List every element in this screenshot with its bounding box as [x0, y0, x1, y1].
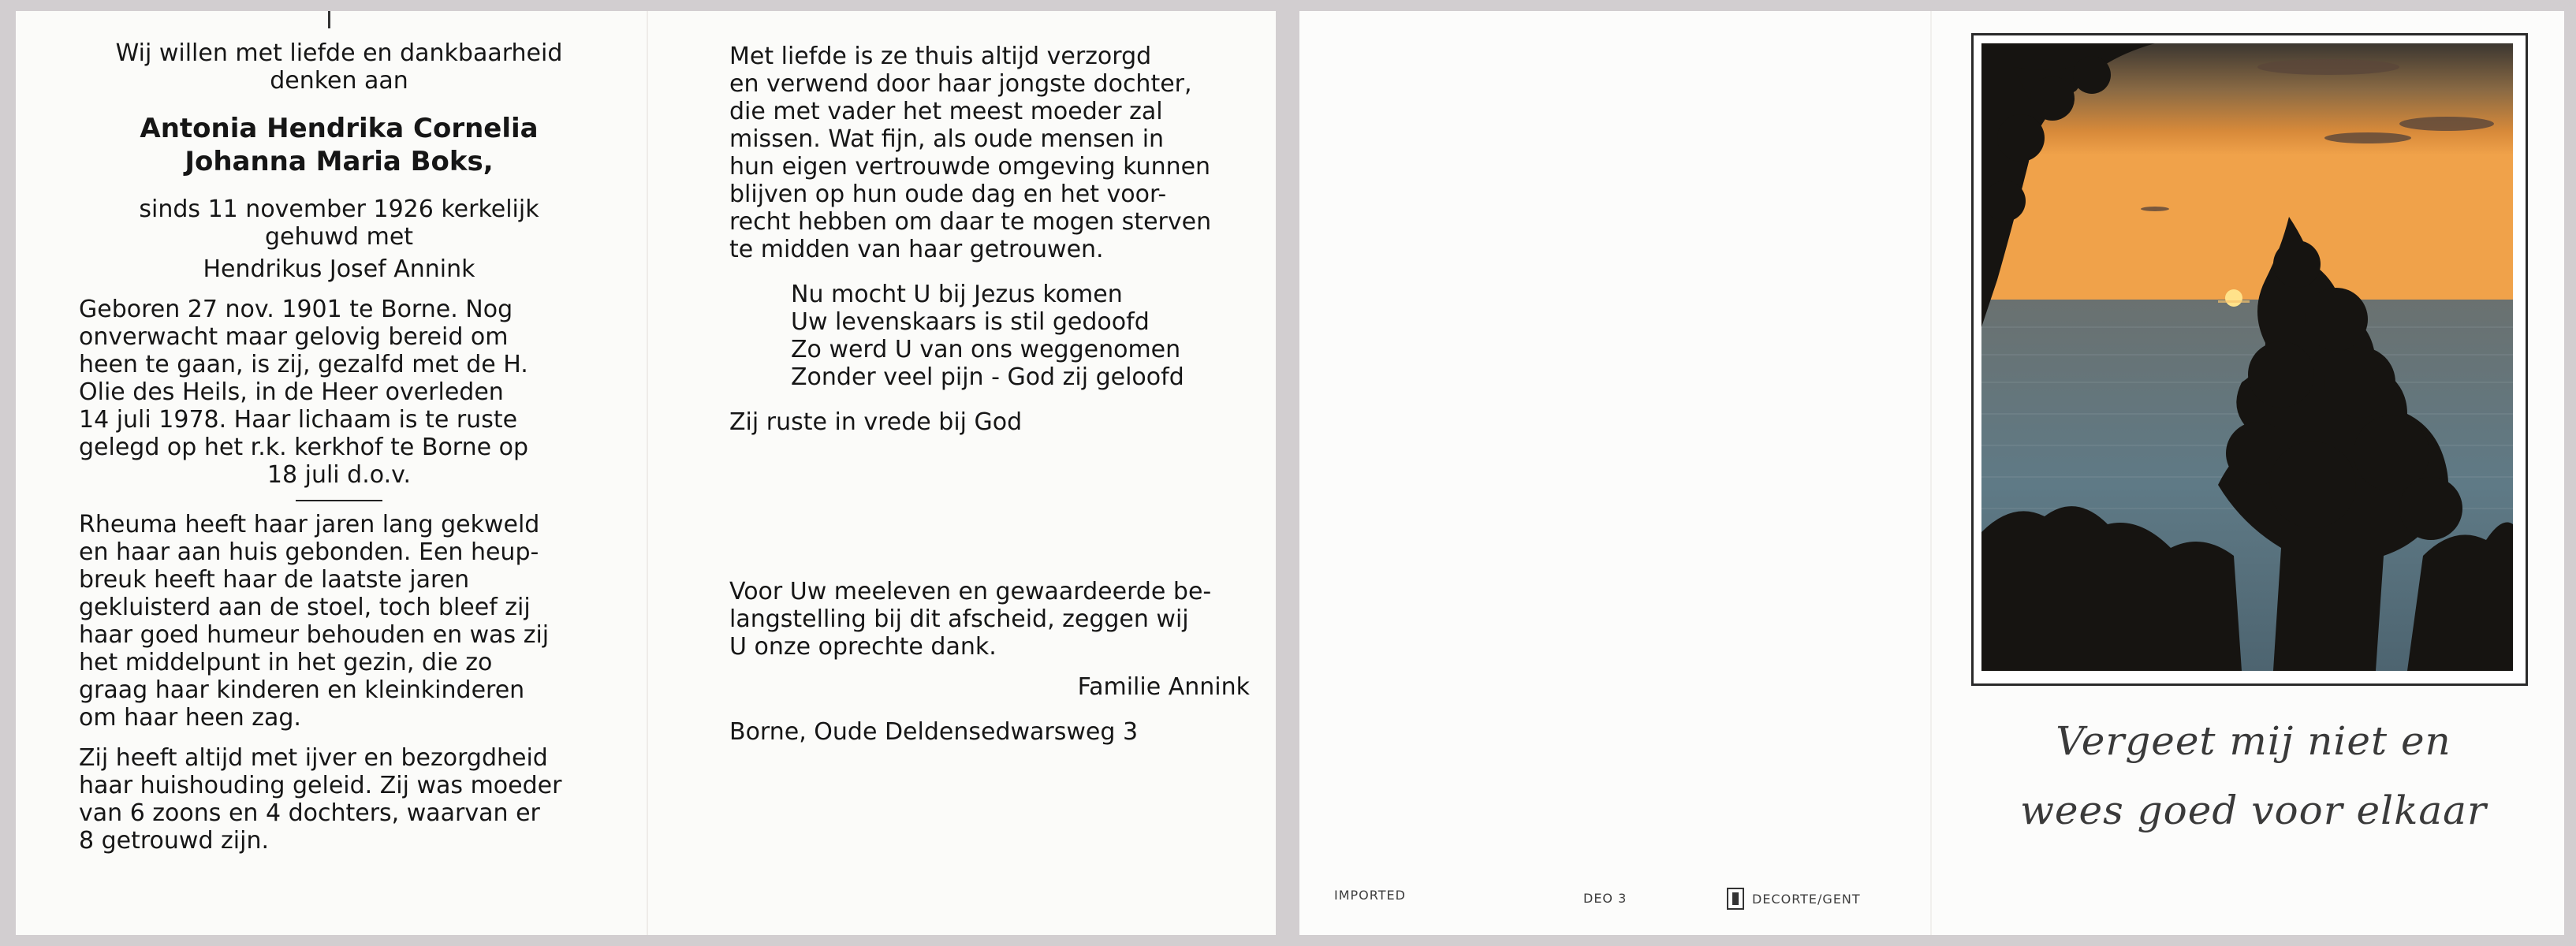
married-line: gehuwd met: [264, 223, 414, 251]
paragraph-line: heen te gaan, is zij, gezalfd met de H.: [79, 351, 528, 378]
sun: [2225, 289, 2242, 307]
intro-line: denken aan: [270, 67, 408, 95]
poem-line: Uw levenskaars is stil gedoofd: [791, 308, 1150, 336]
paragraph-line: 14 juli 1978. Haar lichaam is te ruste: [79, 406, 518, 434]
name-line: Antonia Hendrika Cornelia: [140, 113, 539, 144]
sunset-photo: [1981, 43, 2513, 671]
paragraph-line: haar goed humeur behouden en was zij: [79, 621, 550, 649]
intro-block: [79, 39, 599, 95]
imprint-publisher: [1727, 888, 1861, 910]
paragraph-line: gelegd op het r.k. kerkhof te Borne op: [79, 434, 529, 461]
paragraph-line: die met vader het meest moeder zal: [729, 98, 1163, 125]
paragraph-line: Rheuma heeft haar jaren lang gekweld: [79, 511, 540, 538]
paragraph-line: van 6 zoons en 4 dochters, waarvan er: [79, 799, 540, 827]
paragraph-line: haar huishouding geleid. Zij was moeder: [79, 772, 562, 799]
paragraph-line: blijven op hun oude dag en het voor-: [729, 181, 1167, 208]
poem-line: Zonder veel pijn - God zij geloofd: [791, 363, 1184, 391]
paragraph-line: en haar aan huis gebonden. Een heup-: [79, 538, 539, 566]
rest-in-peace: Zij ruste in vrede bij God: [729, 408, 1023, 436]
divider-rule: [296, 500, 382, 501]
decorte-logo-icon: [1727, 888, 1744, 910]
name-line: Johanna Maria Boks,: [185, 146, 494, 177]
card-fold-line: [1930, 11, 1932, 935]
paragraph-line: breuk heeft haar de laatste jaren: [79, 566, 470, 594]
poem: [791, 281, 1250, 391]
paragraph-line: het middelpunt in het gezin, die zo: [79, 649, 493, 676]
verse-line: wees goed voor elkaar: [2020, 788, 2487, 833]
poem-line: Nu mocht U bij Jezus komen: [791, 281, 1123, 308]
verse: [1993, 706, 2514, 845]
text-column-right: [729, 43, 1250, 746]
married-block: [79, 196, 599, 283]
paragraph-line: te midden van haar getrouwen.: [729, 236, 1104, 263]
paragraph-line: recht hebben om daar te mogen sterven: [729, 208, 1212, 236]
card-inside-sheet: [16, 11, 1276, 935]
paragraph-line: Voor Uw meeleven en gewaardeerde be-: [729, 578, 1212, 605]
paragraph-line: 18 juli d.o.v.: [267, 461, 412, 489]
paragraph-line: hun eigen vertrouwde omgeving kunnen: [729, 153, 1211, 181]
verse-line: Vergeet mij niet en: [2056, 718, 2451, 764]
family-signature: Familie Annink: [1077, 673, 1250, 701]
paragraph-line: Met liefde is ze thuis altijd verzorgd: [729, 43, 1152, 70]
intro-line: Wij willen met liefde en dankbaarheid: [115, 39, 563, 67]
household-paragraph: [79, 744, 599, 855]
paragraph-line: en verwend door haar jongste dochter,: [729, 70, 1192, 98]
paragraph-line: U onze oprechte dank.: [729, 633, 997, 661]
paragraph-line: Olie des Heils, in de Heer overleden: [79, 378, 504, 406]
paragraph-line: Geboren 27 nov. 1901 te Borne. Nog: [79, 296, 513, 323]
address: Borne, Oude Deldensedwarsweg 3: [729, 718, 1139, 746]
paragraph-line: gekluisterd aan de stoel, toch bleef zij: [79, 594, 531, 621]
paragraph-line: onverwacht maar gelovig bereid om: [79, 323, 509, 351]
paragraph-line: langstelling bij dit afscheid, zeggen wij: [729, 605, 1189, 633]
photo-frame: [1971, 33, 2528, 686]
paragraph-line: graag haar kinderen en kleinkinderen: [79, 676, 525, 704]
married-line: sinds 11 november 1926 kerkelijk: [139, 196, 539, 223]
care-paragraph: [729, 43, 1250, 263]
deceased-name: [79, 112, 599, 178]
imprint-imported: IMPORTED: [1334, 888, 1406, 903]
top-tick-mark: [328, 11, 330, 28]
publisher-label: DECORTE/GENT: [1752, 891, 1861, 907]
born-paragraph: [79, 296, 599, 489]
thanks-paragraph: [729, 578, 1250, 661]
paragraph-line: 8 getrouwd zijn.: [79, 827, 270, 855]
spouse-name: Hendrikus Josef Annink: [203, 255, 475, 283]
rheuma-paragraph: [79, 511, 599, 732]
card-outside-sheet: [1299, 11, 2564, 935]
paragraph-line: Zij heeft altijd met ijver en bezorgdheid: [79, 744, 548, 772]
card-fold-line: [647, 11, 648, 935]
paragraph-line: om haar heen zag.: [79, 704, 301, 732]
text-column-left: [79, 39, 599, 855]
imprint-code: DEO 3: [1583, 891, 1627, 906]
paragraph-line: missen. Wat fijn, als oude mensen in: [729, 125, 1165, 153]
poem-line: Zo werd U van ons weggenomen: [791, 336, 1181, 363]
